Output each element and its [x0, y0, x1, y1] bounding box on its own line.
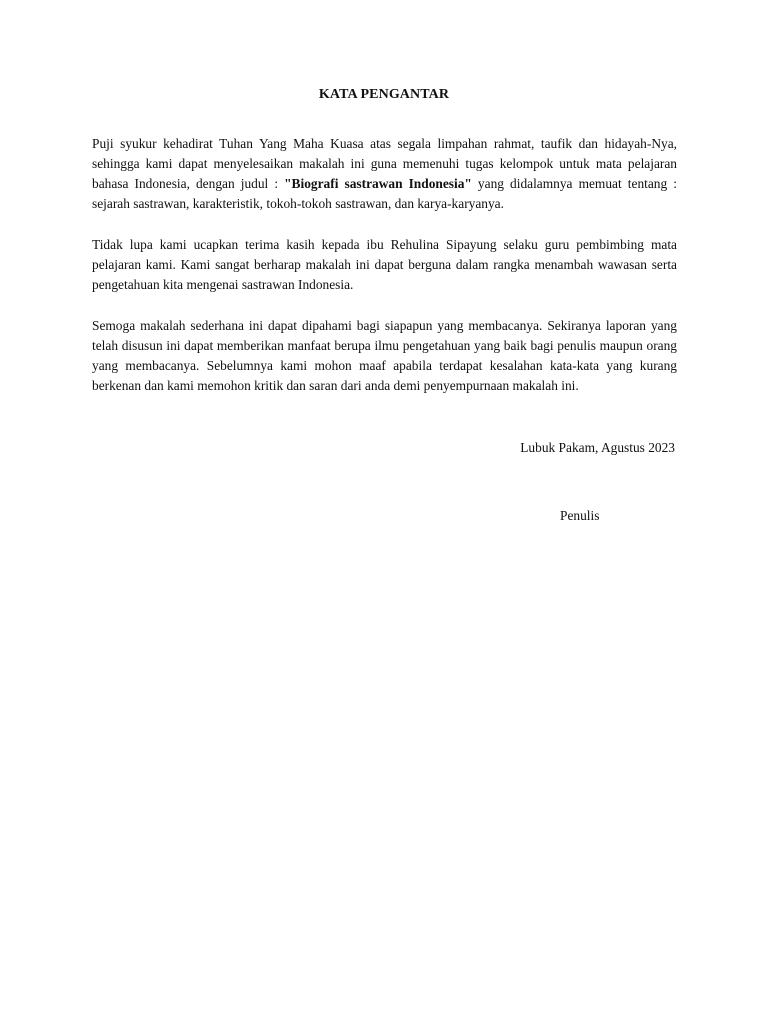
place-and-date: Lubuk Pakam, Agustus 2023 [520, 440, 675, 455]
paragraph-1-text-end: yang didalamnya memuat tentang : sejarah sastrawan, karakteristik, tokoh-tokoh sastrawan, dan karya-karyanya. [92, 176, 677, 211]
paragraph-3 [92, 316, 677, 396]
document-body [92, 134, 677, 417]
paragraph-2-text: Tidak lupa kami ucapkan terima kasih kepada ibu Rehulina Sipayung selaku guru pembimbing mata pelajaran kami. Kami sangat berharap makalah ini dapat berguna dalam rangka menambah wawasan serta pengetahuan kita mengenai sastrawan Indonesia. [92, 237, 677, 292]
author-signature: Penulis [560, 508, 600, 523]
paragraph-1 [92, 134, 677, 214]
paragraph-1-title-emphasis: "Biografi sastrawan Indonesia" [284, 176, 472, 191]
paragraph-2 [92, 235, 677, 295]
page-title: KATA PENGANTAR [318, 87, 450, 102]
paragraph-1-text-start: Puji syukur kehadirat Tuhan Yang Maha Kuasa atas segala limpahan rahmat, taufik dan hidayah-Nya, sehingga kami dapat menyelesaikan makalah ini guna memenuhi tugas kelompok untuk mata pelajaran bahasa Indonesia, dengan judul : [92, 136, 677, 191]
paragraph-3-text: Semoga makalah sederhana ini dapat dipahami bagi siapapun yang membacanya. Sekiranya laporan yang telah disusun ini dapat memberikan manfaat berupa ilmu pengetahuan yang baik bagi penulis maupun orang yang membacanya. Sebelumnya kami mohon maaf apabila terdapat kesalahan kata-kata yang kurang berkenan dan kami memohon kritik dan saran dari anda demi penyempurnaan makalah ini. [92, 318, 677, 393]
